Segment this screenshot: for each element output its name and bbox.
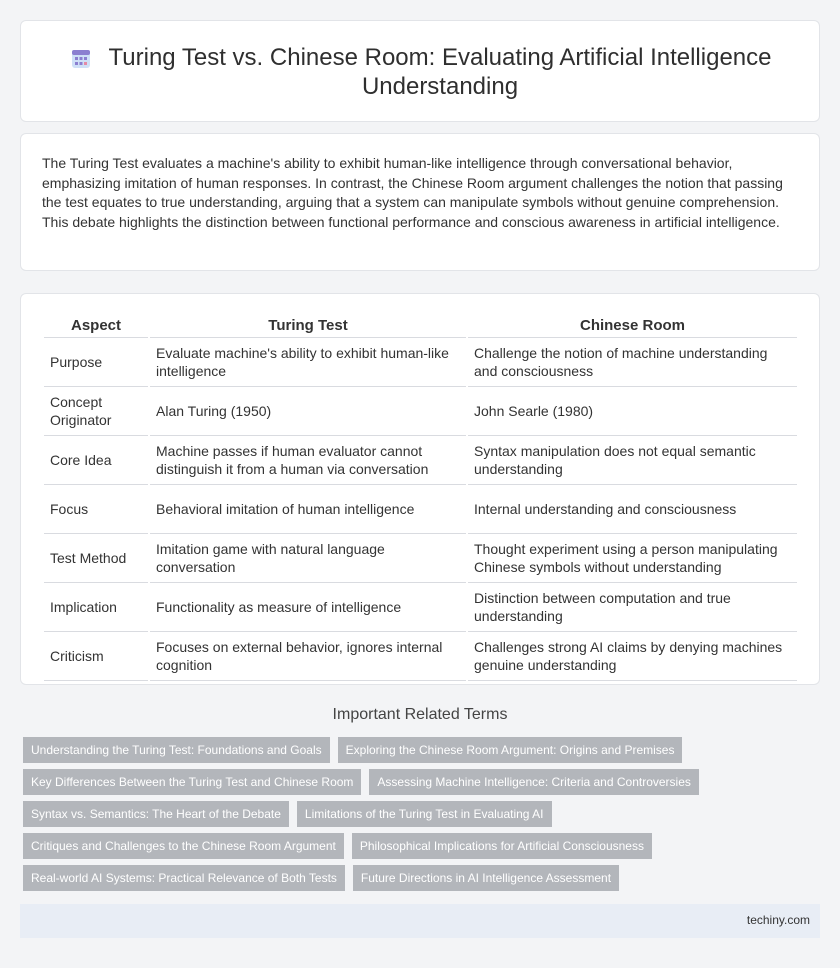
tag-row	[23, 801, 803, 827]
related-terms-list	[23, 737, 803, 897]
header-turing-test: Turing Test	[150, 316, 466, 338]
chinese-room-cell: Distinction between computation and true understanding	[468, 583, 797, 632]
grid-calendar-icon	[69, 47, 93, 71]
related-term-tag[interactable]: Key Differences Between the Turing Test and Chinese Room	[23, 769, 361, 795]
related-term-tag[interactable]: Limitations of the Turing Test in Evaluating AI	[297, 801, 552, 827]
table-row	[44, 583, 797, 632]
intro-text: The Turing Test evaluates a machine's ability to exhibit human-like intelligence through conversational behavior, emphasizing imitation of human responses. In contrast, the Chinese Room argument challenges the notion that passing the test equates to true understanding, arguing that a system can manipulate symbols without genuine comprehension. This debate highlights the distinction between functional performance and conscious awareness in artificial intelligence.	[42, 155, 783, 230]
aspect-cell: Implication	[44, 583, 148, 632]
chinese-room-cell: Internal understanding and consciousness	[468, 485, 797, 534]
related-term-tag[interactable]: Real-world AI Systems: Practical Relevance of Both Tests	[23, 865, 345, 891]
aspect-cell: Criticism	[44, 632, 148, 681]
header-chinese-room: Chinese Room	[468, 316, 797, 338]
aspect-cell: Purpose	[44, 338, 148, 387]
related-term-tag[interactable]: Exploring the Chinese Room Argument: Origins and Premises	[338, 737, 683, 763]
page-title: Turing Test vs. Chinese Room: Evaluating Artificial Intelligence Understanding	[108, 44, 772, 100]
aspect-cell: Concept Originator	[44, 387, 148, 436]
chinese-room-cell: Challenge the notion of machine understanding and consciousness	[468, 338, 797, 387]
table-row	[44, 632, 797, 681]
tag-row	[23, 833, 803, 859]
chinese-room-cell: Syntax manipulation does not equal semantic understanding	[468, 436, 797, 485]
footer-site-link[interactable]: techiny.com	[746, 913, 810, 927]
related-terms-heading: Important Related Terms	[332, 706, 508, 723]
related-term-tag[interactable]: Critiques and Challenges to the Chinese Room Argument	[23, 833, 344, 859]
comparison-table	[42, 316, 799, 681]
title-wrap	[21, 43, 819, 101]
aspect-cell: Focus	[44, 485, 148, 534]
turing-cell: Focuses on external behavior, ignores internal cognition	[150, 632, 466, 681]
table-row	[44, 436, 797, 485]
aspect-cell: Test Method	[44, 534, 148, 583]
turing-cell: Evaluate machine's ability to exhibit human-like intelligence	[150, 338, 466, 387]
table-row	[44, 534, 797, 583]
turing-cell: Machine passes if human evaluator cannot distinguish it from a human via conversation	[150, 436, 466, 485]
related-term-tag[interactable]: Understanding the Turing Test: Foundations and Goals	[23, 737, 330, 763]
header-aspect: Aspect	[44, 316, 148, 338]
turing-cell: Alan Turing (1950)	[150, 387, 466, 436]
related-term-tag[interactable]: Philosophical Implications for Artificial Consciousness	[352, 833, 652, 859]
chinese-room-cell: Challenges strong AI claims by denying machines genuine understanding	[468, 632, 797, 681]
comparison-card	[20, 293, 820, 685]
turing-cell: Imitation game with natural language conversation	[150, 534, 466, 583]
tag-row	[23, 865, 803, 891]
turing-cell: Functionality as measure of intelligence	[150, 583, 466, 632]
intro-card	[20, 133, 820, 271]
tag-row	[23, 769, 803, 795]
chinese-room-cell: John Searle (1980)	[468, 387, 797, 436]
tag-row	[23, 737, 803, 763]
turing-cell: Behavioral imitation of human intelligence	[150, 485, 466, 534]
table-row	[44, 338, 797, 387]
chinese-room-cell: Thought experiment using a person manipulating Chinese symbols without understanding	[468, 534, 797, 583]
table-header-row	[44, 316, 797, 338]
related-term-tag[interactable]: Future Directions in AI Intelligence Assessment	[353, 865, 619, 891]
related-term-tag[interactable]: Assessing Machine Intelligence: Criteria and Controversies	[369, 769, 698, 795]
title-card	[20, 20, 820, 122]
table-row	[44, 387, 797, 436]
related-term-tag[interactable]: Syntax vs. Semantics: The Heart of the Debate	[23, 801, 289, 827]
aspect-cell: Core Idea	[44, 436, 148, 485]
footer	[20, 904, 820, 938]
table-row	[44, 485, 797, 534]
